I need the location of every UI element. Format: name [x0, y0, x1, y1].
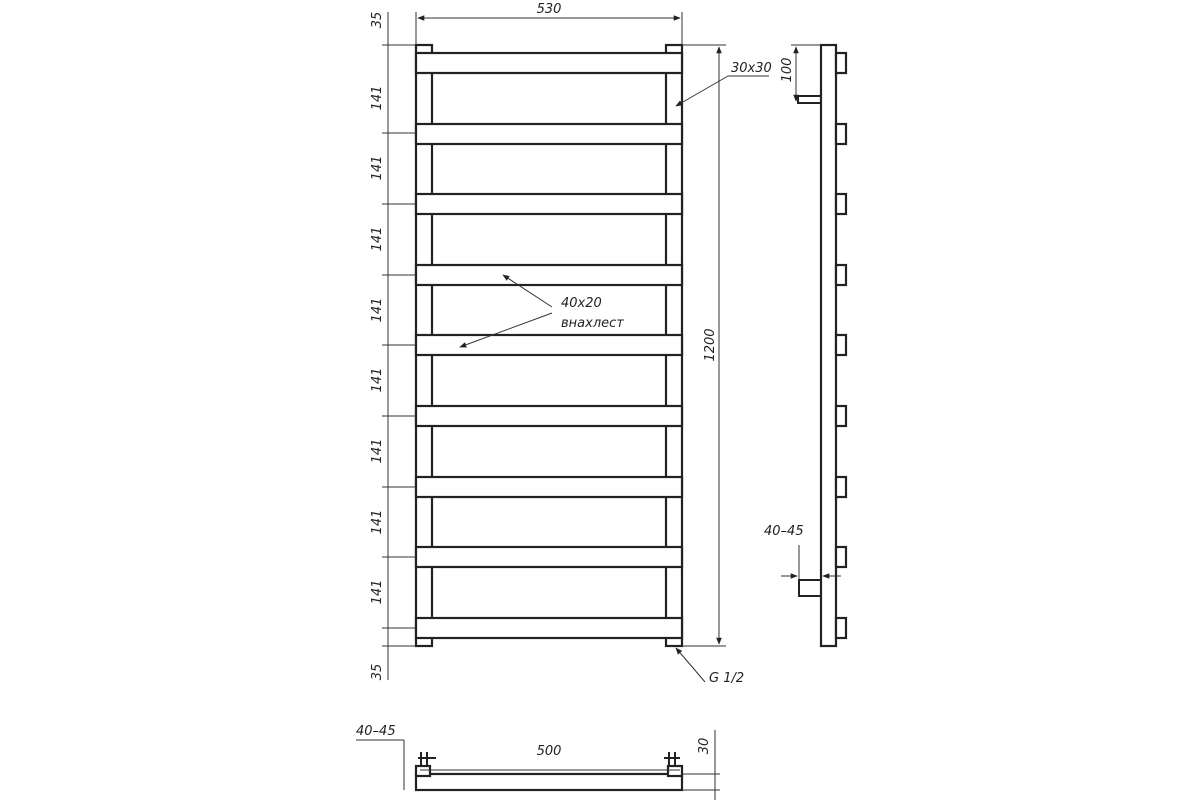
rung-ends [836, 53, 846, 638]
width-dimension [416, 2, 682, 45]
rung-spacing-label: 141 [370, 367, 385, 393]
bottom-view [356, 724, 720, 800]
bottom-gap-label: 40–45 [356, 724, 396, 739]
rung [416, 547, 682, 567]
upright-section-label: 30x30 [731, 61, 772, 76]
height-dimension [682, 45, 726, 646]
rung [416, 406, 682, 426]
rung-end [836, 406, 846, 426]
rung [416, 124, 682, 144]
bottom-wall-bracket [799, 580, 821, 596]
rung-spacing-label: 141 [370, 85, 385, 111]
rung-spacing-label: 141 [370, 297, 385, 323]
rung-end [836, 547, 846, 567]
rung-end [836, 53, 846, 73]
left-dimension-chain [370, 12, 416, 681]
rung-end [836, 194, 846, 214]
rung [416, 194, 682, 214]
rung-end [836, 335, 846, 355]
rung-end [836, 265, 846, 285]
rung-spacing-label: 141 [370, 226, 385, 252]
rung-end [836, 618, 846, 638]
depth-label: 30 [697, 737, 712, 755]
width-label: 530 [536, 2, 562, 17]
upright-section-callout [676, 61, 772, 106]
rung [416, 618, 682, 638]
right-fitting [664, 752, 680, 766]
thread-callout [676, 648, 744, 686]
rung-note-label: внахлест [561, 316, 624, 331]
rung-spacing-label: 141 [370, 438, 385, 464]
rung [416, 53, 682, 73]
rung-spacing-label: 141 [370, 579, 385, 605]
front-view [370, 2, 772, 686]
left-fitting [418, 752, 436, 766]
rungs [416, 53, 682, 638]
thread-label: G 1/2 [709, 671, 745, 686]
rung [416, 477, 682, 497]
right-leg [668, 766, 682, 776]
top-offset-label: 35 [370, 11, 385, 29]
bottom-rail [416, 774, 682, 790]
bottom-offset-label: 35 [370, 663, 385, 681]
rung-end [836, 477, 846, 497]
top-wall-bracket [798, 96, 821, 103]
left-leg [416, 766, 430, 776]
rung-spacing-label: 141 [370, 509, 385, 535]
side-upright [821, 45, 836, 646]
bracket-height-label: 100 [780, 57, 795, 83]
rung [416, 265, 682, 285]
side-gap-label: 40–45 [764, 524, 804, 539]
height-label: 1200 [703, 328, 718, 362]
center-distance-label: 500 [536, 744, 562, 759]
side-view [764, 45, 846, 646]
rung-section-label: 40x20 [561, 296, 602, 311]
rung-end [836, 124, 846, 144]
rung-spacing-label: 141 [370, 155, 385, 181]
rung [416, 335, 682, 355]
